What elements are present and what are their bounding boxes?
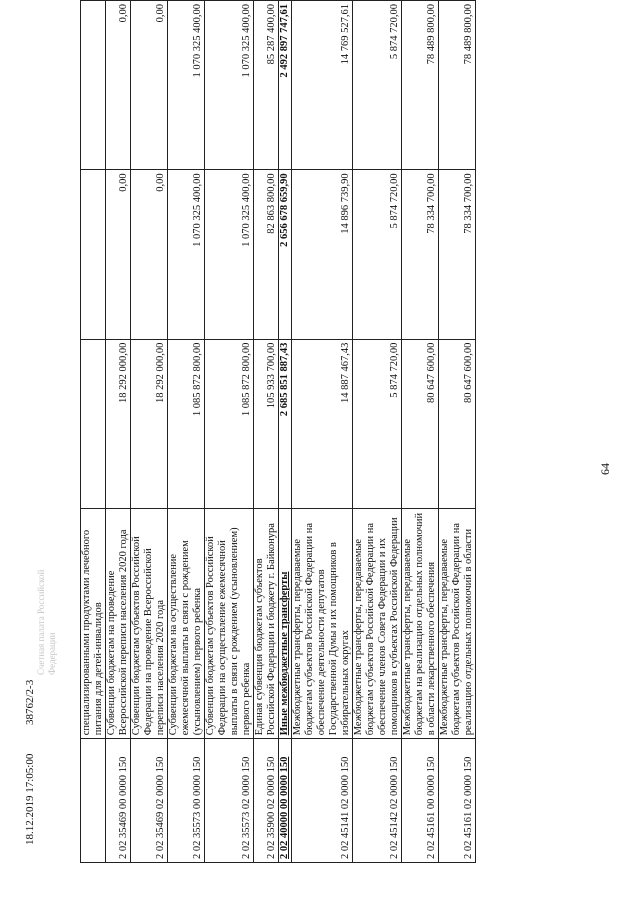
footer-doc-code: 38762/2-3 <box>24 679 36 725</box>
amount-2022-cell: 1 070 325 400,00 <box>205 1 254 170</box>
amount-2021-cell: 14 896 739,90 <box>292 170 353 339</box>
amount-2020-cell: 1 085 872 800,00 <box>168 339 205 508</box>
amount-2021-cell: 0,00 <box>106 170 131 339</box>
budget-code-cell: 2 02 45161 00 0000 150 <box>402 739 439 863</box>
amount-2021-cell: 1 070 325 400,00 <box>168 170 205 339</box>
item-name-cell: Субвенции бюджетам на проведение Всероссийской переписи населения 2020 года <box>106 508 131 738</box>
amount-2020-cell: 80 647 600,00 <box>402 339 439 508</box>
table-row <box>131 1 168 863</box>
table-row <box>402 1 439 863</box>
amount-2020-cell <box>81 339 106 508</box>
item-name-cell: Единая субвенция бюджетам субъектов Российской Федерации и бюджету г. Байконура <box>254 508 279 738</box>
amount-2021-cell: 2 656 678 659,90 <box>279 170 292 339</box>
table-row <box>292 1 353 863</box>
budget-table <box>80 0 476 863</box>
amount-2020-cell: 18 292 000,00 <box>131 339 168 508</box>
amount-2020-cell: 2 685 851 887,43 <box>279 339 292 508</box>
item-name-cell: Иные межбюджетные трансферты <box>279 508 292 738</box>
budget-table-body <box>81 1 476 863</box>
amount-2021-cell: 78 334 700,00 <box>402 170 439 339</box>
budget-code-cell: 2 02 35469 00 0000 150 <box>106 739 131 863</box>
amount-2020-cell: 14 887 467,43 <box>292 339 353 508</box>
item-name-cell: Межбюджетные трансферты, передаваемые бюджетам субъектов Российской Федерации на реализацию отдельных полномочий в области <box>439 508 476 738</box>
amount-2021-cell: 1 070 325 400,00 <box>205 170 254 339</box>
amount-2022-cell: 2 492 897 747,61 <box>279 1 292 170</box>
table-row <box>353 1 402 863</box>
amount-2022-cell: 1 070 325 400,00 <box>168 1 205 170</box>
item-name-cell: Субвенции бюджетам субъектов Российской Федерации на осуществление ежемесячной выплаты в связи с рождением (усыновлением) первого ребенка <box>205 508 254 738</box>
item-name-cell: Межбюджетные трансферты, передаваемые бюджетам субъектов Российской Федерации на обеспечение членов Совета Федерации и их помощников в субъектах Российской Федерации <box>353 508 402 738</box>
table-row <box>254 1 279 863</box>
item-name-cell: Межбюджетные трансферты, передаваемые бюджетам на реализацию отдельных полномочий в области лекарственного обеспечения <box>402 508 439 738</box>
budget-code-cell: 2 02 40000 00 0000 150 <box>279 739 292 863</box>
amount-2022-cell: 85 287 400,00 <box>254 1 279 170</box>
item-name-cell: Субвенции бюджетам на осуществление ежемесячной выплаты в связи с рождением (усыновлением) первого ребенка <box>168 508 205 738</box>
table-row <box>168 1 205 863</box>
amount-2021-cell: 0,00 <box>131 170 168 339</box>
amount-2022-cell: 0,00 <box>106 1 131 170</box>
amount-2022-cell: 5 874 720,00 <box>353 1 402 170</box>
page-number: 64 <box>598 463 612 475</box>
table-row <box>205 1 254 863</box>
amount-2021-cell: 5 874 720,00 <box>353 170 402 339</box>
amount-2020-cell: 18 292 000,00 <box>106 339 131 508</box>
item-name-cell: Субвенции бюджетам субъектов Российской Федерации на проведение Всероссийской переписи населения 2020 года <box>131 508 168 738</box>
amount-2022-cell: 14 769 527,61 <box>292 1 353 170</box>
table-row <box>279 1 292 863</box>
budget-code-cell: 2 02 35573 02 0000 150 <box>205 739 254 863</box>
table-row <box>81 1 106 863</box>
budget-code-cell <box>81 739 106 863</box>
amount-2020-cell: 1 085 872 800,00 <box>205 339 254 508</box>
budget-code-cell: 2 02 35900 02 0000 150 <box>254 739 279 863</box>
budget-code-cell: 2 02 35573 00 0000 150 <box>168 739 205 863</box>
budget-code-cell: 2 02 45142 02 0000 150 <box>353 739 402 863</box>
amount-2021-cell: 82 863 800,00 <box>254 170 279 339</box>
budget-code-cell: 2 02 35469 02 0000 150 <box>131 739 168 863</box>
item-name-cell: Межбюджетные трансферты, передаваемые бюджетам субъектов Российской Федерации на обеспечение деятельности депутатов Государственной Думы и их помощников в избирательных округах <box>292 508 353 738</box>
amount-2021-cell <box>81 170 106 339</box>
amount-2022-cell <box>81 1 106 170</box>
amount-2022-cell: 78 489 800,00 <box>439 1 476 170</box>
table-row <box>439 1 476 863</box>
amount-2020-cell: 105 933 700,00 <box>254 339 279 508</box>
table-row <box>106 1 131 863</box>
item-name-cell: специализированными продуктами лечебного питания для детей-инвалидов <box>81 508 106 738</box>
amount-2020-cell: 80 647 600,00 <box>439 339 476 508</box>
faded-stamp: Счетная палата Российской Федерации <box>36 569 57 675</box>
amount-2020-cell: 5 874 720,00 <box>353 339 402 508</box>
amount-2022-cell: 0,00 <box>131 1 168 170</box>
amount-2021-cell: 78 334 700,00 <box>439 170 476 339</box>
amount-2022-cell: 78 489 800,00 <box>402 1 439 170</box>
budget-code-cell: 2 02 45161 02 0000 150 <box>439 739 476 863</box>
budget-code-cell: 2 02 45141 02 0000 150 <box>292 739 353 863</box>
footer-timestamp: 18.12.2019 17:05:00 <box>24 753 36 845</box>
